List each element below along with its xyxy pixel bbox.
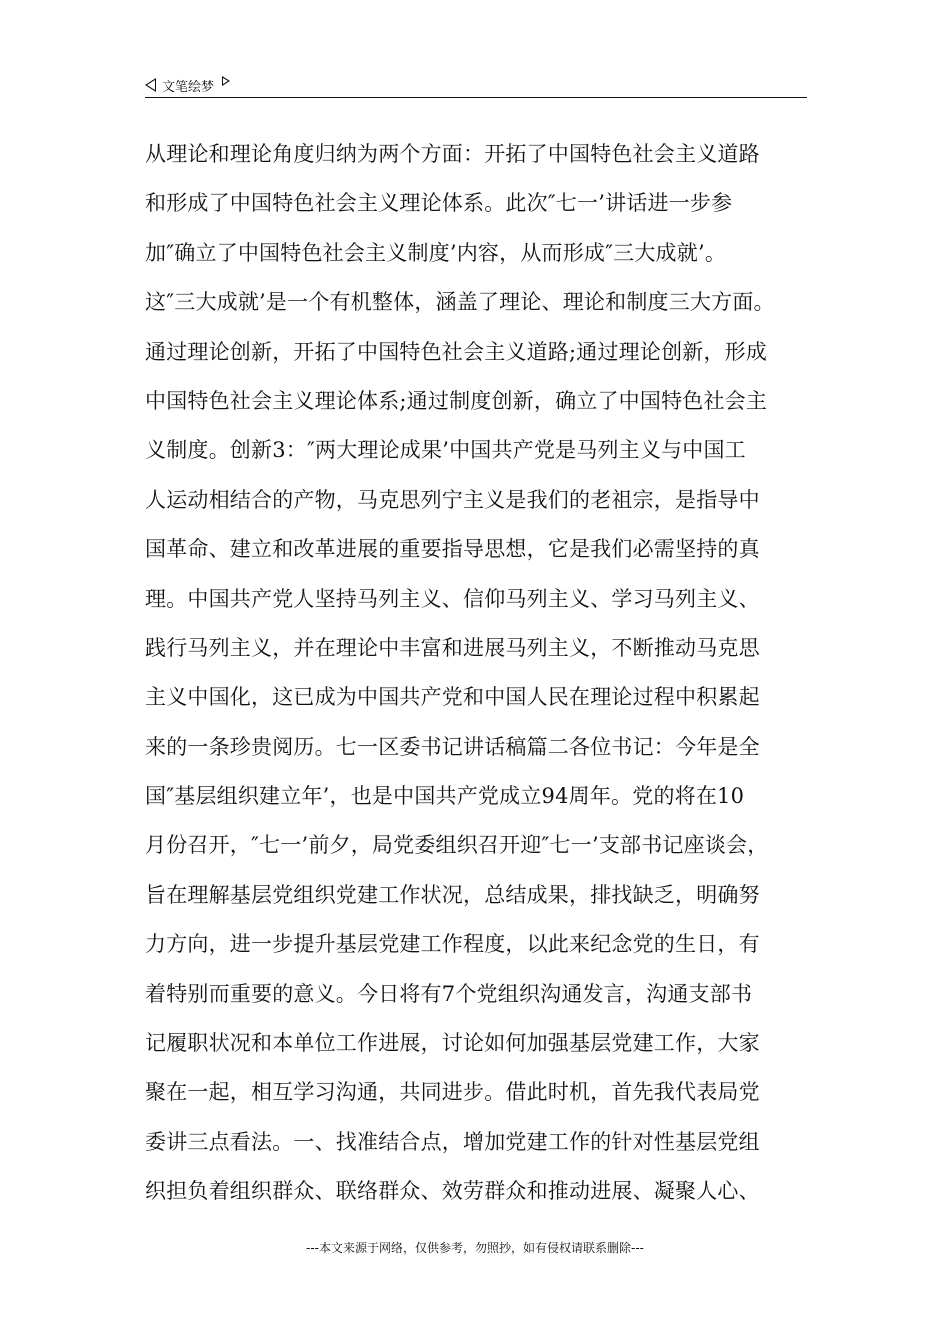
triangle-right-icon bbox=[222, 76, 230, 86]
text-line: 记履职状况和本单位工作进展，讨论如何加强基层党建工作，大家 bbox=[145, 1031, 760, 1056]
text-line: 旨在理解基层党组织党建工作状况，总结成果，排找缺乏，明确努 bbox=[145, 882, 760, 907]
text-line: 人运动相结合的产物，马克思列宁主义是我们的老祖宗，是指导中 bbox=[145, 487, 760, 512]
text-line: 和形成了中国特色社会主义理论体系。此次″七一’讲话进一步参 bbox=[145, 191, 733, 216]
header-divider bbox=[145, 97, 807, 98]
text-line: 力方向，进一步提升基层党建工作程度，以此来纪念党的生日，有 bbox=[145, 932, 760, 957]
text-line: 践行马列主义，并在理论中丰富和进展马列主义，不断推动马克思 bbox=[145, 635, 760, 660]
page-header bbox=[145, 72, 807, 98]
text-line: 理。中国共产党人坚持马列主义、信仰马列主义、学习马列主义、 bbox=[145, 586, 760, 611]
document-body bbox=[145, 130, 815, 1217]
text-line: 织担负着组织群众、联络群众、效劳群众和推动进展、凝聚人心、 bbox=[145, 1179, 760, 1204]
page-footer: ---本文来源于网络，仅供参考，勿照抄，如有侵权请联系删除--- bbox=[306, 1241, 644, 1255]
header-title: 文笔绘梦 bbox=[162, 79, 215, 95]
text-line: 着特别而重要的意义。今日将有7个党组织沟通发言，沟通支部书 bbox=[145, 981, 753, 1006]
text-line: 主义中国化，这已成为中国共产党和中国人民在理论过程中积累起 bbox=[145, 685, 760, 710]
text-line: 这″三大成就’是一个有机整体，涵盖了理论、理论和制度三大方面。 bbox=[145, 290, 775, 315]
text-line: 国″基层组织建立年’，也是中国共产党成立94周年。党的将在10 bbox=[145, 784, 745, 809]
text-line: 委讲三点看法。一、找准结合点，增加党建工作的针对性基层党组 bbox=[145, 1129, 760, 1154]
text-line: 义制度。创新3：″两大理论成果’中国共产党是马列主义与中国工 bbox=[145, 438, 746, 463]
text-line: 月份召开，″七一’前夕，局党委组织召开迎″七一’支部书记座谈会， bbox=[145, 833, 769, 858]
text-line: 通过理论创新，开拓了中国特色社会主义道路;通过理论创新，形成 bbox=[145, 339, 768, 364]
text-line: 来的一条珍贵阅历。七一区委书记讲话稿篇二各位书记：今年是全 bbox=[145, 734, 760, 759]
text-line: 聚在一起，相互学习沟通，共同进步。借此时机，首先我代表局党 bbox=[145, 1080, 760, 1105]
text-line: 从理论和理论角度归纳为两个方面：开拓了中国特色社会主义道路 bbox=[145, 142, 760, 166]
text-line: 中国特色社会主义理论体系;通过制度创新，确立了中国特色社会主 bbox=[145, 388, 768, 413]
triangle-left-icon bbox=[145, 78, 156, 92]
text-line: 国革命、建立和改革进展的重要指导思想，它是我们必需坚持的真 bbox=[145, 537, 760, 562]
text-line: 加″确立了中国特色社会主义制度’内容，从而形成″三大成就’。 bbox=[145, 240, 727, 265]
